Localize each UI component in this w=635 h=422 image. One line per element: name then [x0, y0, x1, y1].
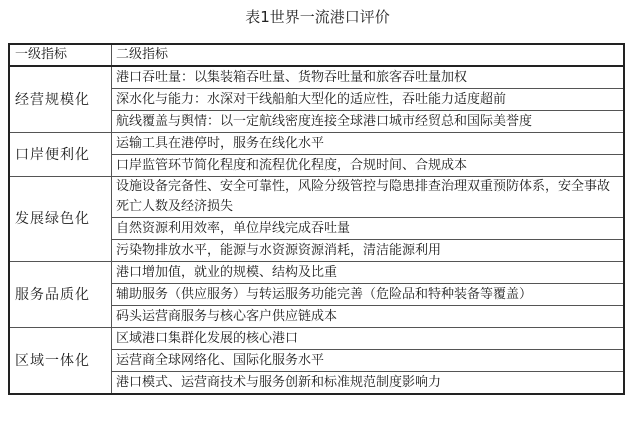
- group-name: 发展绿色化: [9, 177, 112, 262]
- sub-indicator: 污染物排放水平，能源与水资源资源消耗，清洁能源利用: [112, 240, 625, 262]
- table-title: 表1世界一流港口评价: [245, 8, 390, 26]
- sub-indicator: 港口增加值，就业的规模、结构及比重: [112, 262, 625, 284]
- sub-indicator: 辅助服务（供应服务）与转运服务功能完善（危险品和特种装备等覆盖）: [112, 284, 625, 306]
- table-row: [9, 177, 624, 218]
- sub-indicator: 码头运营商服务与核心客户供应链成本: [112, 306, 625, 328]
- sub-indicator: 深水化与能力：水深对干线船舶大型化的适应性，吞吐能力适度超前: [112, 89, 625, 111]
- evaluation-table: [8, 43, 625, 395]
- sub-indicator: 航线覆盖与舆情：以一定航线密度连接全球港口城市经贸总和国际美誉度: [112, 111, 625, 133]
- table-row: [9, 66, 624, 89]
- table-header-row: [9, 44, 624, 66]
- header-level1: 一级指标: [9, 44, 112, 66]
- table-row: [9, 133, 624, 155]
- sub-indicator: 自然资源利用效率，单位岸线完成吞吐量: [112, 218, 625, 240]
- group-name: 服务品质化: [9, 262, 112, 328]
- table-row: [9, 328, 624, 350]
- sub-indicator: 运输工具在港停时，服务在线化水平: [112, 133, 625, 155]
- sub-indicator: 口岸监管环节简化程度和流程优化程度，合规时间、合规成本: [112, 155, 625, 177]
- sub-indicator: 区域港口集群化发展的核心港口: [112, 328, 625, 350]
- sub-indicator: 港口模式、运营商技术与服务创新和标准规范制度影响力: [112, 372, 625, 395]
- sub-indicator: 设施设备完备性、安全可靠性，风险分级管控与隐患排查治理双重预防体系，安全事故死亡人数及经济损失: [112, 177, 625, 218]
- header-level2: 二级指标: [112, 44, 625, 66]
- group-name: 经营规模化: [9, 66, 112, 133]
- group-name: 口岸便利化: [9, 133, 112, 177]
- sub-indicator: 港口吞吐量：以集装箱吞吐量、货物吞吐量和旅客吞吐量加权: [112, 66, 625, 89]
- table-row: [9, 262, 624, 284]
- sub-indicator: 运营商全球网络化、国际化服务水平: [112, 350, 625, 372]
- group-name: 区域一体化: [9, 328, 112, 395]
